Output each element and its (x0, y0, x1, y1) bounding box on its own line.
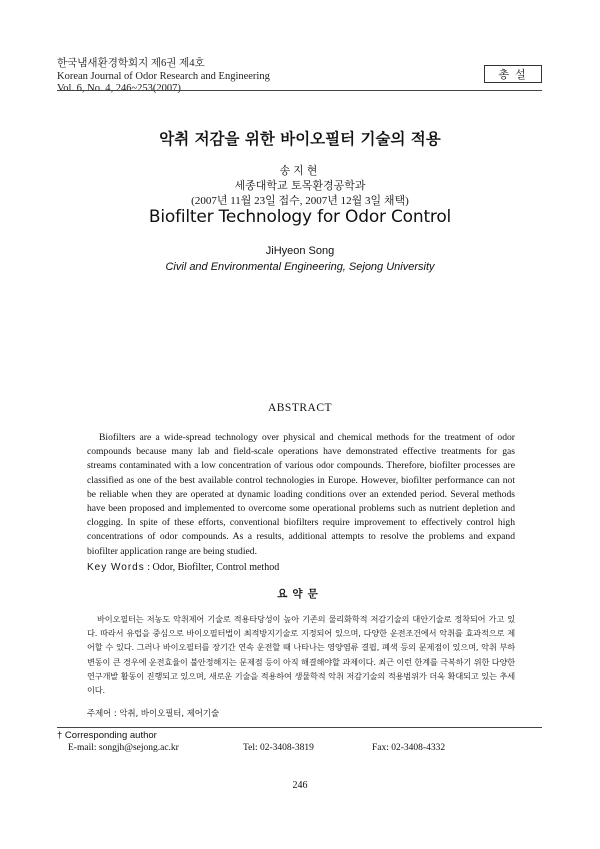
fax-text: Fax: 02-3408-4332 (372, 743, 446, 753)
page-number: 246 (292, 780, 308, 791)
article-type-badge: 총설 (484, 65, 542, 83)
abstract-heading: ABSTRACT (267, 402, 333, 414)
summary-body-korean: 바이오필터는 저농도 악취제어 기술로 적용타당성이 높아 기존의 물리화학적 저감기술의 대안기술로 정착되어 가고 있다. 따라서 유럽을 중심으로 바이오필터법이 최적방지기술로 지정되어 있으며, 다양한 운전조건에서 악취를 효과적으로 제어할 수 있다. 그러나 바이오필터를 장기간 연속 운전할 때 나타나는 영양염류 결핍, 폐색 등의 문제점이 있으며, 악취 부하 변동이 큰 경우에 운전효율이 불안정해지는 문제점 등이 아직 해결해야할 과제이다. 최근 이런 한계를 극복하기 위한 다양한 연구개발 활동이 진행되고 있으며, 새로운 기술을 적용하여 생물학적 악취 저감기술의 적용범위가 더욱 확대되고 있는 추세이다. (87, 614, 515, 696)
title-korean: 악취 저감을 위한 바이오필터 기술의 적용 (159, 130, 441, 148)
submission-dates: (2007년 11월 23일 접수, 2007년 12월 3일 채택) (191, 195, 409, 207)
author-korean: 송지현 (279, 164, 321, 177)
journal-name-en: Korean Journal of Odor Research and Engineering (57, 70, 270, 82)
journal-volume: Vol. 6, No. 4, 246~253(2007) (57, 83, 181, 94)
abstract-body: Biofilters are a wide-spread technology over physical and chemical methods for the treatment of odor compounds because many lab and field-scale operations have demonstrated effective treatments for gas streams contaminated with a low concentration of various odor compounds. Therefore, biofilter processes are classified as one of the best available control technologies in Europe. However, biofilter performance can not be reliable when they are operated at dynamic loading conditions over an extended period. Several methods have been proposed and implemented to overcome some operational problems such as nutrient depletion and clogging. In spite of these efforts, conventional biofilters require improvement to effectively control high concentrations of odor compounds. As a results, additional attempts to resolve the problems and expand biofilter application range are being studied. (87, 432, 515, 557)
title-english: Biofilter Technology for Odor Control (148, 207, 452, 227)
affiliation-korean: 세종대학교 토목환경공학과 (234, 179, 366, 192)
keywords-label: Key Words (87, 562, 145, 573)
tel-text: Tel: 02-3408-3819 (243, 743, 314, 753)
journal-name-ko: 한국냄새환경학회지 제6권 제4호 (57, 58, 205, 69)
author-english: JiHyeon Song (265, 245, 335, 257)
affiliation-english: Civil and Environmental Engineering, Sejong University (165, 261, 435, 273)
corresponding-author-note: † Corresponding author (57, 730, 157, 741)
email-text: E-mail: songjh@sejong.ac.kr (68, 743, 179, 753)
header-divider (57, 90, 542, 91)
summary-heading-korean: 요약문 (277, 588, 323, 600)
keywords-value: : Odor, Biofilter, Control method (147, 562, 280, 573)
keywords-en (87, 562, 279, 573)
keywords-korean: 주제어 : 악취, 바이오필터, 제어기술 (87, 708, 220, 718)
footnote-divider (57, 727, 542, 728)
